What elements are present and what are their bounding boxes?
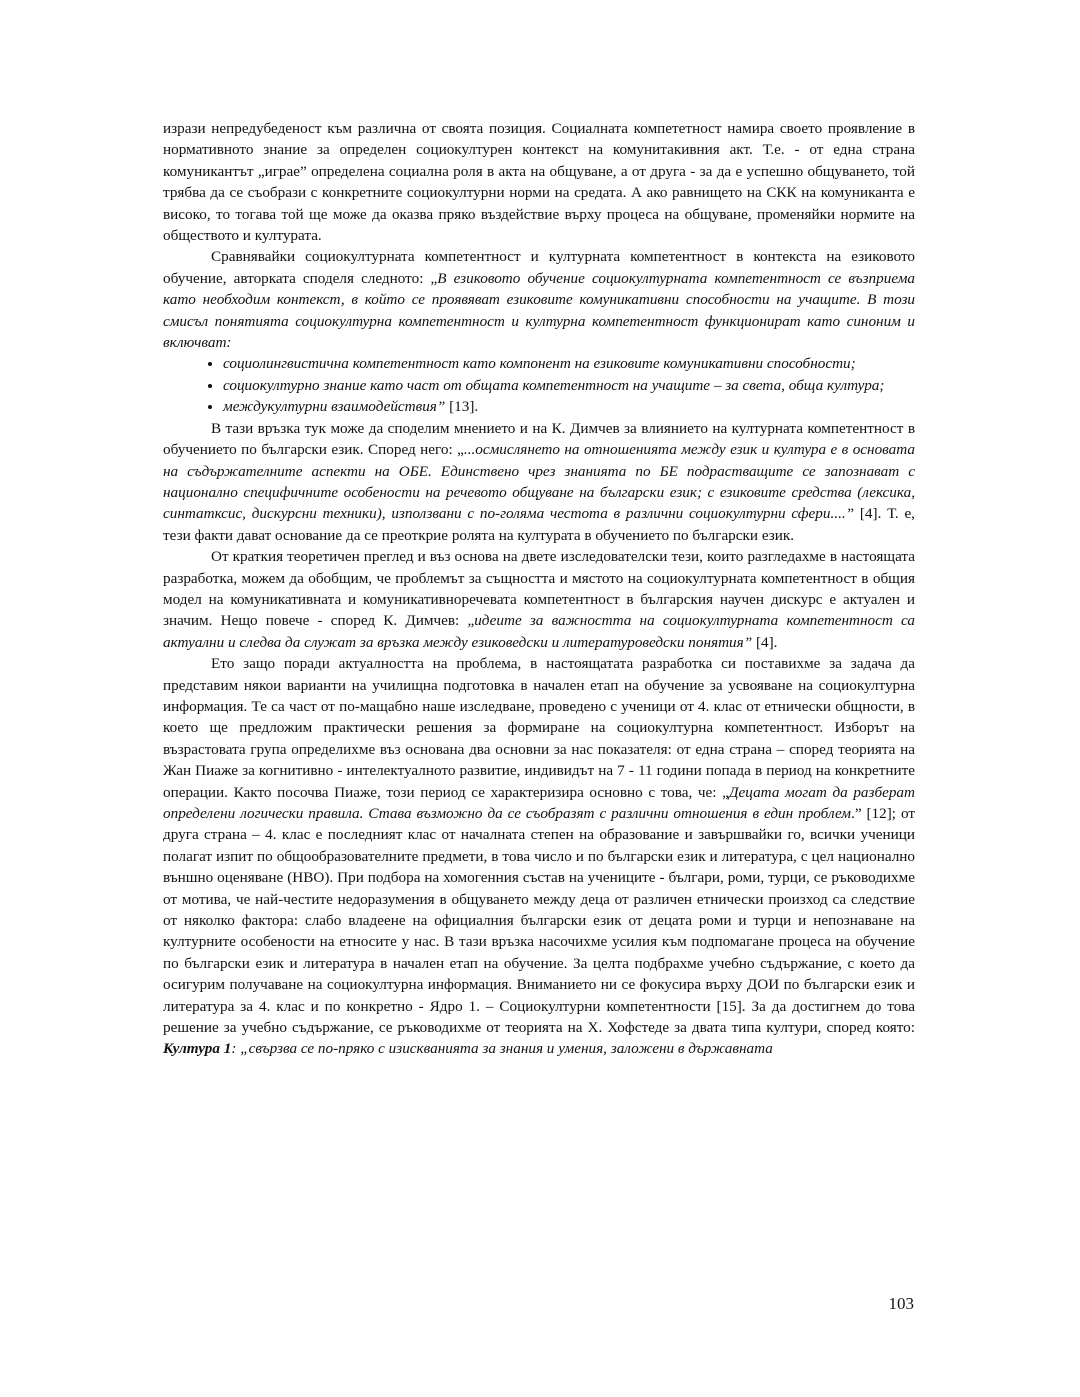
bullet-item-1 [223,353,915,374]
paragraph-4-text: От краткия теоретичен преглед и въз основа на двете изследователски тези, които разгледахме в настоящата разработка, можем да обобщим, че проблемът за същността и мястото на социокултурната компетентност в общия модел на комуникативната и комуникативноречевата компетентност в българския научен дискурс е актуален и значим. Нещо повече - според К. Димчев: „ [163,548,915,630]
paragraph-5-quote-2: „свързва се по-пряко с изискванията за знания и умения, заложени в държавната [236,1040,773,1058]
quote-bullet-list [163,353,915,417]
paragraph-3-text: В тази връзка тук може да споделим мнението и на К. Димчев за влиянието на културната компетентност в обучението по български език. Според него: „ [163,419,915,459]
bullet-item-3 [223,396,915,417]
paragraph-3 [163,418,915,546]
culture-1-term: Култура 1 [163,1040,232,1058]
paragraph-1: изрази непредубеденост към различна от своята позиция. Социалната компететност намира своето проявление в нормативното знание за определен социокултурен контекст на комунитакивния акт. Т.е. - от една страна комуникантът „играе” определена социална роля в акта на общуване, а от друга - за да е успешно общуването, той трябва да се съобрази с конкретните социокултурни норми на средата. А ако равнището на СКК на комуниканта е високо, то тогава той ще може да оказва пряко въздействие върху процеса на общуване, променяйки нормите на обществото и културата. [163,120,915,245]
paragraph-5-quote: Децата могат да разберат определени логически правила. Става възможно да се съобразят с различни отношения в един проблем [163,783,915,822]
document-body [163,118,915,1060]
culture-1-colon: : [231,1040,237,1058]
paragraph-3-tail: [4]. Т. е, тези факти дават основание да се преоткрие ролята на културата в обучението по български език. [163,505,915,544]
paragraph-4 [163,546,915,653]
paragraph-3-quote: ...осмислянето на отношенията между език и култура е в основата на съдържателните аспекти на ОБЕ. Единствено чрез знанията по БЕ подрастващите се запознават с национално специфичните особености на речевото общуване на български език; с езиковите средства (лексика, синтатксис, дискурсни техники), използвани с по-голяма честота в различни социокултурни сфери....” [163,441,915,523]
paragraph-5-text-b: .” [12]; от друга страна – 4. клас е последният клас от началната степен на образование и завършвайки го, всички ученици полагат изпит по общообразователните предмети, в това число и по български език и литература, с цел национално външно оценяване (НВО). При подбора на хомогенния състав на учениците - българи, роми, турци, се ръководихме от мотива, че най-честите недоразумения в общуването между деца от различен етнически произход са следствие от няколко фактора: слабо владеене на официалния български език от децата роми и турци и непознаване на културните особености на етносите у нас. В тази връзка насочихме усилия към подпомагане процеса на обучение по български език и литература в начален етап на обучение. За целта подбрахме учебно съдържание, с което да осигурим получаване на социокултурна информация. Вниманието ни се фокусира върху ДОИ по български език и литература за 4. клас и по конкретно - Ядро 1. – Социокултурни компетентности [15]. За да достигнем до това решение за учебно съдържание, се ръководихме от теорията на Х. Хофстеде за двата типа култури, според която: [163,805,916,1037]
paragraph-4-tail: [4]. [752,633,778,651]
bullet-item-1-text: социолингвистична компетентност като компонент на езиковите комуникативни способности; [223,355,856,373]
bullet-item-3-text: междукултурни взаимодействия” [223,398,446,416]
paragraph-5-text-a: Ето защо поради актуалността на проблема, в настоящатата разработка си поставихме за задача да представим някои варианти на училищна подготовка в начален етап на обучение за усвояване на социокултурна информация. Те са част от по-мащабно наше изследване, проведено с ученици от 4. клас от етнически общности, в което ще предложим практически решения за формиране на социокултурна компетентност. Изборът на възрастовата група определихме въз основана два основни за нас показателя: от една страна – според теорията на Жан Пиаже за когнитивно - интелектуалното развитие, индивидът на 7 - 11 години попада в период на конкретните операции. Както посочва Пиаже, този период се характеризира основно с това, че: „ [163,655,915,801]
paragraph-2-text: Сравнявайки социокултурната компетентност и културната компетентност в контекста на езиковото обучение, авторката споделя следното: „ [163,248,915,287]
paragraph-5 [163,653,915,1060]
bullet-item-3-reference: [13]. [445,398,479,416]
bullet-item-2 [223,375,915,396]
page-number: 103 [888,1294,914,1313]
bullet-item-2-text: социокултурно знание като част от общата компетентност на учащите – за света, обща култура; [223,376,885,394]
paragraph-2 [163,246,915,353]
paragraph-2-quote: В езиковото обучение социокултурната компетентност се възприема като необходим контекст, в който се проявяват езиковите комуникативни способности на учащите. В този смисъл понятията социокултурна компетентност и културна компетентност функционират като синоним и включват: [163,269,915,352]
paragraph-4-quote: идеите за важността на социокултурната компетентност са актуални и следва да служат за връзка между езиковедски и литературоведски понятия” [163,612,915,651]
